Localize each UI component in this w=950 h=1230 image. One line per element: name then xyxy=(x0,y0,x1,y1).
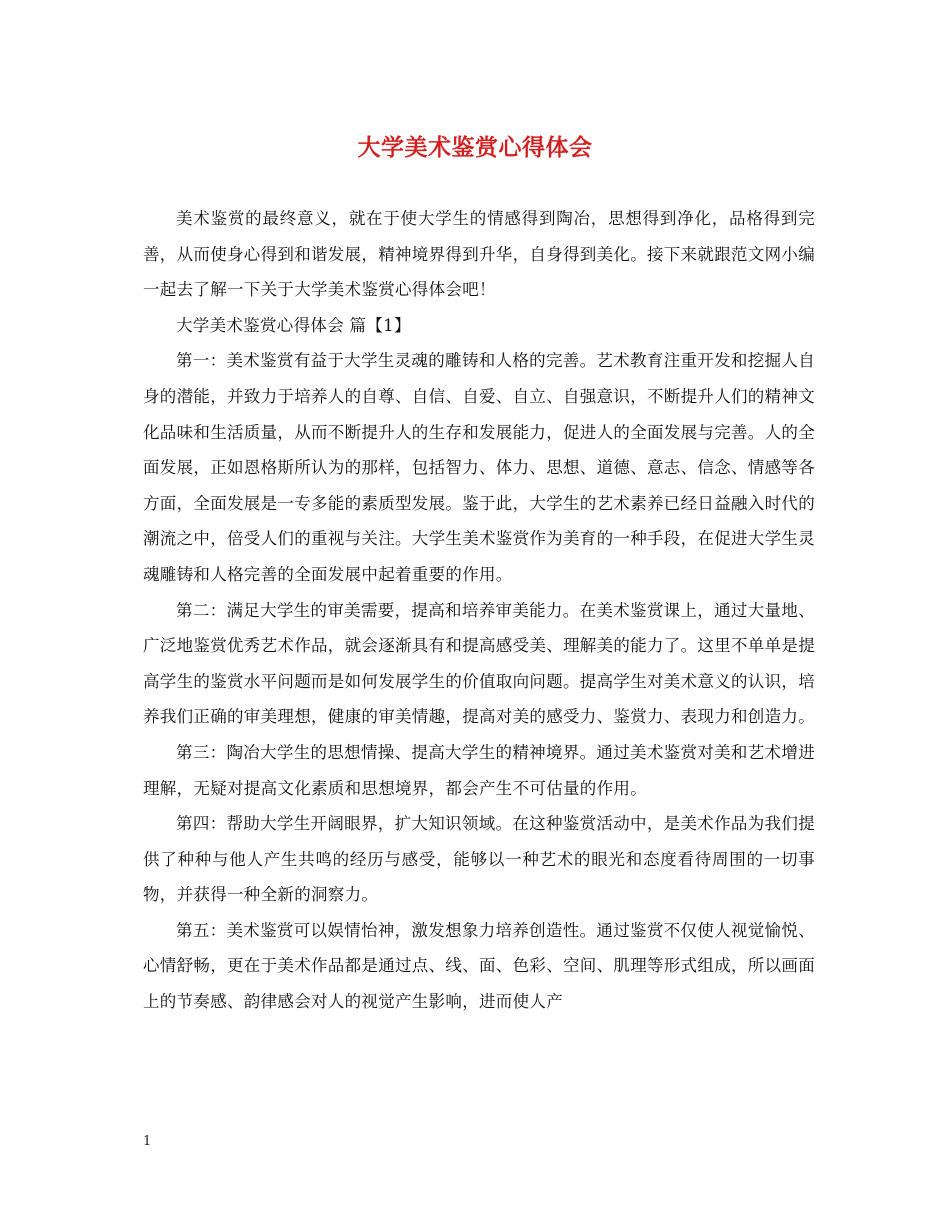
intro-paragraph: 美术鉴赏的最终意义，就在于使大学生的情感得到陶冶，思想得到净化，品格得到完善，从而使身心得到和谐发展，精神境界得到升华，自身得到美化。接下来就跟范文网小编一起去了解一下关于大学美术鉴赏心得体会吧！ xyxy=(143,209,815,300)
page-number: 1 xyxy=(143,1134,152,1149)
document-title: 大学美术鉴赏心得体会 xyxy=(357,134,593,161)
point-two-paragraph: 第二：满足大学生的审美需要，提高和培养审美能力。在美术鉴赏课上，通过大量地、广泛地鉴赏优秀艺术作品，就会逐渐具有和提高感受美、理解美的能力了。这里不单单是提高学生的鉴赏水平问题而是如何发展学生的价值取向问题。提高学生对美术意义的认识，培养我们正确的审美理想，健康的审美情趣，提高对美的感受力、鉴赏力、表现力和创造力。 xyxy=(143,600,815,727)
point-five-paragraph: 第五：美术鉴赏可以娱情怡神，激发想象力培养创造性。通过鉴赏不仅使人视觉愉悦、心情舒畅，更在于美术作品都是通过点、线、面、色彩、空间、肌理等形式组成，所以画面上的节奏感、韵律感会对人的视觉产生影响，进而使人产 xyxy=(143,920,815,1012)
point-three-paragraph: 第三：陶冶大学生的思想情操、提高大学生的精神境界。通过美术鉴赏对美和艺术增进理解，无疑对提高文化素质和思想境界，都会产生不可估量的作用。 xyxy=(143,742,815,798)
section-heading: 大学美术鉴赏心得体会 篇【1】 xyxy=(176,315,411,335)
point-four-paragraph: 第四：帮助大学生开阔眼界，扩大知识领域。在这种鉴赏活动中，是美术作品为我们提供了种种与他人产生共鸣的经历与感受，能够以一种艺术的眼光和态度看待周围的一切事物，并获得一种全新的洞察力。 xyxy=(143,814,815,905)
point-one-paragraph: 第一：美术鉴赏有益于大学生灵魂的雕铸和人格的完善。艺术教育注重开发和挖掘人自身的潜能，并致力于培养人的自尊、自信、自爱、自立、自强意识，不断提升人们的精神文化品味和生活质量，从而不断提升人的生存和发展能力，促进人的全面发展与完善。人的全面发展，正如恩格斯所认为的那样，包括智力、体力、思想、道德、意志、信念、情感等各方面，全面发展是一专多能的素质型发展。鉴于此，大学生的艺术素养已经日益融入时代的潮流之中，倍受人们的重视与关注。大学生美术鉴赏作为美育的一种手段，在促进大学生灵魂雕铸和人格完善的全面发展中起着重要的作用。 xyxy=(143,351,815,584)
document-body xyxy=(143,201,815,1020)
